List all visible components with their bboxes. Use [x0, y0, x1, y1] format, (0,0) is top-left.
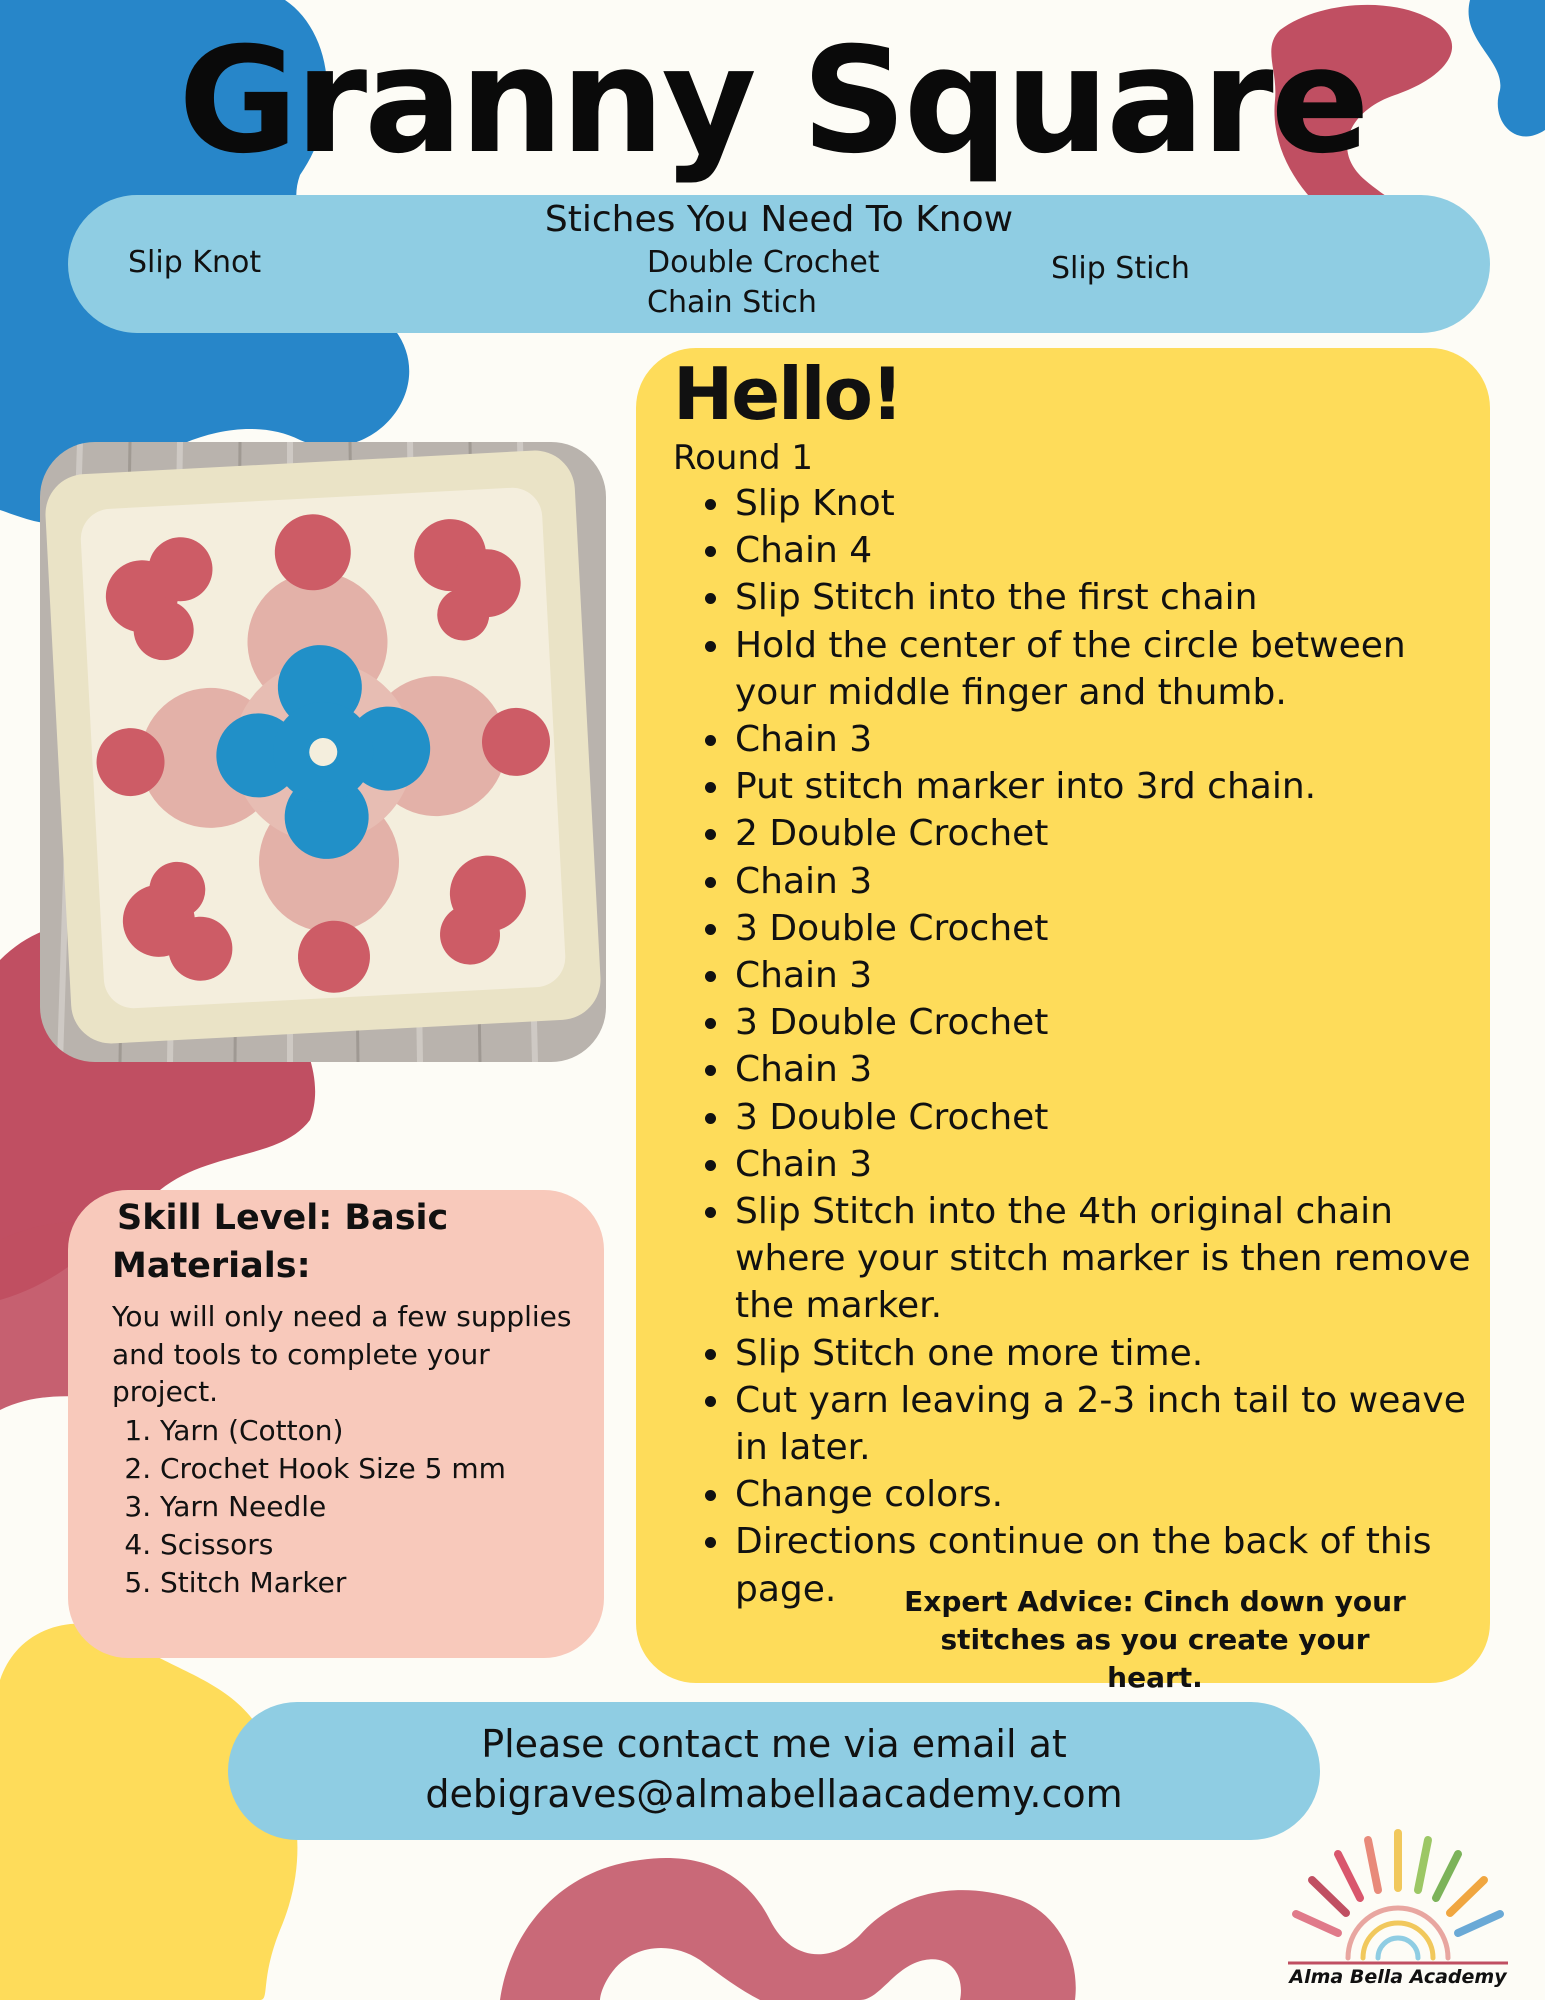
step-item: • 3 Double Crochet [733, 905, 1473, 952]
materials-list [112, 1412, 506, 1602]
expert-advice: Expert Advice: Cinch down your stitches as you create your heart. [904, 1585, 1406, 1694]
step-item: • Chain 4 [733, 527, 1473, 574]
step-item: • 3 Double Crochet [733, 1094, 1473, 1141]
material-item: 1. Yarn (Cotton) [160, 1412, 506, 1450]
materials-heading: Materials: [112, 1246, 311, 1286]
stitches-bar [68, 195, 1490, 333]
stitch-item-slip-stich: Slip Stich [1051, 251, 1190, 286]
step-item: • Slip Stitch into the 4th original chain where your stitch marker is then remove the marker. [733, 1188, 1473, 1330]
red-arc-bottom [500, 1858, 1076, 2000]
granny-square-photo [40, 442, 606, 1062]
step-item: • Slip Stitch into the first chain [733, 574, 1473, 621]
stitches-heading: Stiches You Need To Know [544, 199, 1014, 240]
skill-level: Skill Level: Basic [117, 1198, 449, 1238]
material-item: 5. Stitch Marker [160, 1564, 506, 1602]
step-item: • Hold the center of the circle between your middle finger and thumb. [733, 622, 1473, 716]
step-item: • Cut yarn leaving a 2-3 inch tail to weave in later. [733, 1377, 1473, 1471]
step-item: • Chain 3 [733, 858, 1473, 905]
material-item: 2. Crochet Hook Size 5 mm [160, 1450, 506, 1488]
stitch-item-double-crochet: Double Crochet [647, 245, 880, 280]
step-item: • Chain 3 [733, 952, 1473, 999]
alma-bella-logo [1268, 1818, 1528, 1988]
step-item: • Put stitch marker into 3rd chain. [733, 763, 1473, 810]
step-item: • Slip Knot [733, 480, 1473, 527]
step-item: • Chain 3 [733, 716, 1473, 763]
logo-name: Alma Bella Academy [1289, 1966, 1507, 1988]
step-item: • 3 Double Crochet [733, 999, 1473, 1046]
step-item: • Slip Stitch one more time. [733, 1330, 1473, 1377]
material-item: 3. Yarn Needle [160, 1488, 506, 1526]
step-item: • Change colors. [733, 1471, 1473, 1518]
stitch-item-chain-stich: Chain Stich [647, 285, 817, 320]
contact-email[interactable]: debigraves@almabellaacademy.com [425, 1772, 1123, 1816]
stitch-item-slip-knot: Slip Knot [128, 245, 262, 280]
step-item: • Chain 3 [733, 1141, 1473, 1188]
hello-heading: Hello! [673, 352, 902, 436]
step-item: • Directions continue on the back of this page. [733, 1518, 1473, 1612]
step-item: • 2 Double Crochet [733, 810, 1473, 857]
contact-text: Please contact me via email at [481, 1722, 1067, 1766]
step-item: • Chain 3 [733, 1046, 1473, 1093]
materials-intro: You will only need a few supplies and tools to complete your project. [112, 1300, 572, 1408]
page-title: Granny Square [178, 16, 1367, 186]
material-item: 4. Scissors [160, 1526, 506, 1564]
round-label: Round 1 [673, 438, 814, 478]
steps-list [673, 480, 1473, 1613]
